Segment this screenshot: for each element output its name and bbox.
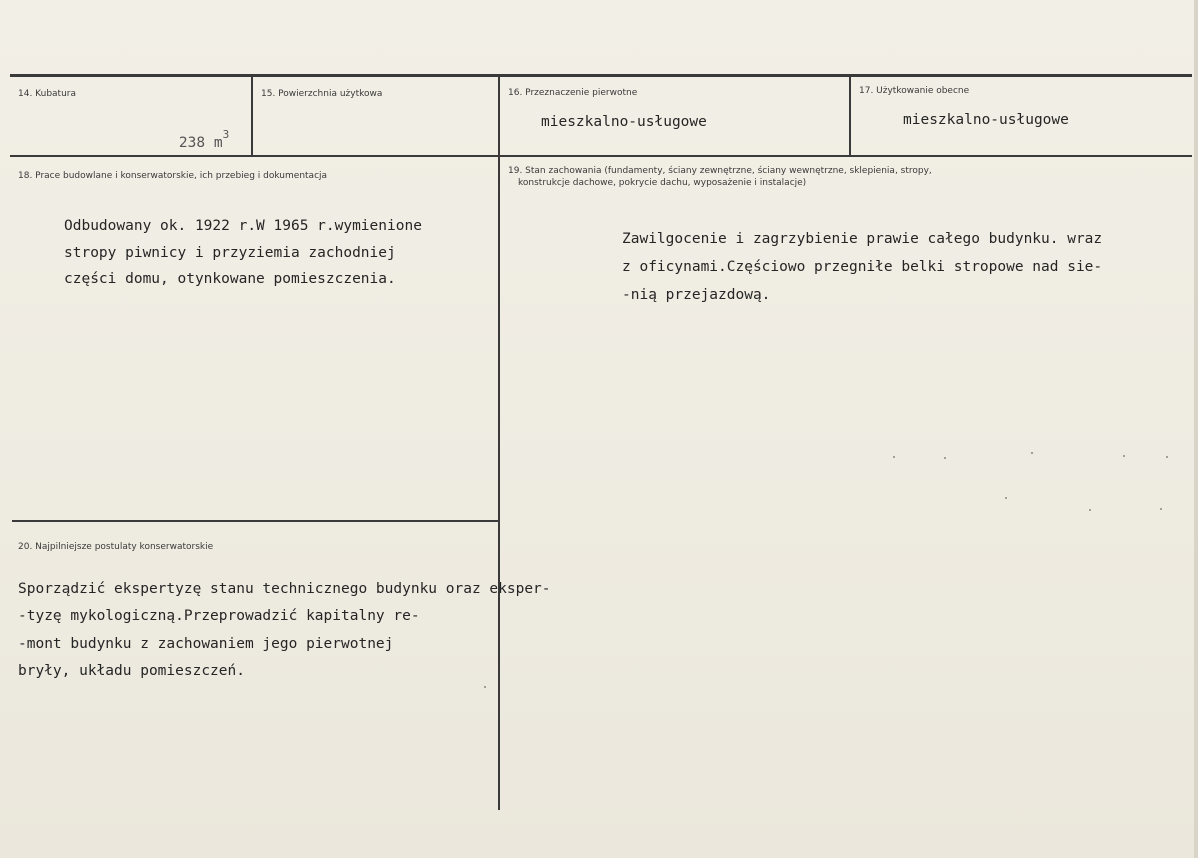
field-17-label: 17. Użytkowanie obecne <box>859 86 970 96</box>
text-line: -nią przejazdową. <box>622 287 771 303</box>
card-edge <box>1194 0 1198 858</box>
ink-speck <box>484 686 486 688</box>
col-rule-main <box>498 77 500 810</box>
text-line: bryły, układu pomieszczeń. <box>18 663 245 679</box>
field-14-value <box>144 103 229 178</box>
field-16-value: mieszkalno-usługowe <box>541 114 707 130</box>
ink-speck <box>944 457 946 459</box>
top-rule <box>10 74 1192 77</box>
volume-value: 238 m <box>178 134 223 151</box>
ink-speck <box>893 456 895 458</box>
text-line: części domu, otynkowane pomieszczenia. <box>64 271 396 287</box>
field-20-label: 20. Najpilniejsze postulaty konserwatorskie <box>18 542 214 552</box>
ink-speck <box>1166 456 1168 458</box>
text-line: z oficynami.Częściowo przegniłe belki stropowe nad sie- <box>622 259 1103 275</box>
col-rule-14-15 <box>251 77 253 156</box>
col-rule-16-17 <box>849 77 851 156</box>
text-line: Odbudowany ok. 1922 r.W 1965 r.wymienione <box>64 218 422 234</box>
ink-speck <box>1005 497 1007 499</box>
field-18-label: 18. Prace budowlane i konserwatorskie, ich przebieg i dokumentacja <box>18 171 328 181</box>
ink-speck <box>1160 508 1162 510</box>
row-rule-2 <box>12 520 500 522</box>
ink-speck <box>1031 452 1033 454</box>
text-line: Sporządzić ekspertyzę stanu technicznego budynku oraz eksper- <box>18 581 551 597</box>
field-16-label: 16. Przeznaczenie pierwotne <box>508 88 638 98</box>
field-19-label-line2: konstrukcje dachowe, pokrycie dachu, wyposażenie i instalacje) <box>518 178 807 188</box>
text-line: -mont budynku z zachowaniem jego pierwotnej <box>18 636 394 652</box>
ink-speck <box>1123 455 1125 457</box>
field-14-label: 14. Kubatura <box>18 89 77 99</box>
text-line: Zawilgocenie i zagrzybienie prawie całego budynku. wraz <box>622 231 1103 247</box>
field-17-value: mieszkalno-usługowe <box>903 112 1069 128</box>
volume-unit-exponent: 3 <box>222 128 230 141</box>
ink-speck <box>1089 509 1091 511</box>
text-line: -tyzę mykologiczną.Przeprowadzić kapitalny re- <box>18 608 420 624</box>
text-line: stropy piwnicy i przyziemia zachodniej <box>64 245 396 261</box>
field-19-label-line1: 19. Stan zachowania (fundamenty, ściany zewnętrzne, ściany wewnętrzne, sklepienia, stropy, <box>508 166 932 176</box>
field-15-label: 15. Powierzchnia użytkowa <box>261 89 383 99</box>
